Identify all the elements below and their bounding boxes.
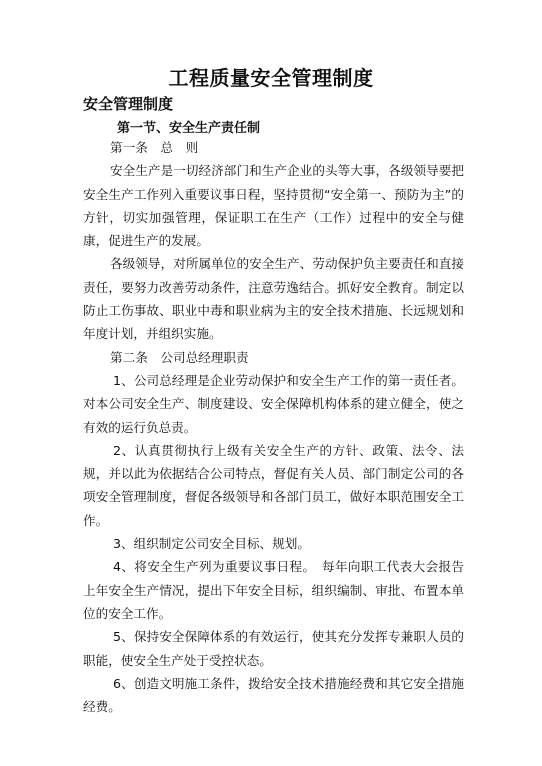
paragraph: 安全生产是一切经济部门和生产企业的头等大事，各级领导要把安全生产工作列入重要议事日程，坚持贯彻“安全第一、预防为主”的方针，切实加强管理，保证职工在生产（工作）过程中的安全与健康，促进生产的发展。 [83,163,464,249]
list-item: 5、保持安全保障体系的有效运行，使其充分发挥专兼职人员的职能，使安全生产处于受控状态。 [83,629,464,668]
list-item: 3、组织制定公司安全目标、规划。 [113,536,310,552]
section-heading: 安全管理制度 [83,95,174,113]
list-item: 1、公司总经理是企业劳动保护和安全生产工作的第一责任者。对本公司安全生产、制度建设、安全保障机构体系的建立健全，使之有效的运行负总责。 [83,372,464,435]
article-heading: 第二条 公司总经理职责 [110,349,249,365]
list-item: 4、将安全生产列为重要议事日程。 每年向职工代表大会报告上年安全生产情况，提出下年安全目标，组织编制、审批、布置本单位的安全工作。 [83,559,464,621]
list-item: 2、认真贯彻执行上级有关安全生产的方针、政策、法令、法规，并以此为依据结合公司特点，督促有关人员、部门制定公司的各项安全管理制度，督促各级领导和各部门员工，做好本职范围安全工作。 [83,442,464,528]
paragraph: 各级领导，对所属单位的安全生产、劳动保护负主要责任和直接责任，要努力改善劳动条件，注意劳逸结合。抓好安全教育。制定以防止工伤事故、职业中毒和职业病为主的安全技术措施、长远规划和年度计划，并组织实施。 [83,256,464,342]
subsection-heading: 第一节、安全生产责任制 [117,121,261,136]
document-title: 工程质量安全管理制度 [168,66,374,90]
document-body [83,136,464,718]
list-item: 6、创造文明施工条件，拨给安全技术措施经费和其它安全措施经费。 [83,675,464,715]
article-heading: 第一条 总 则 [110,140,199,155]
